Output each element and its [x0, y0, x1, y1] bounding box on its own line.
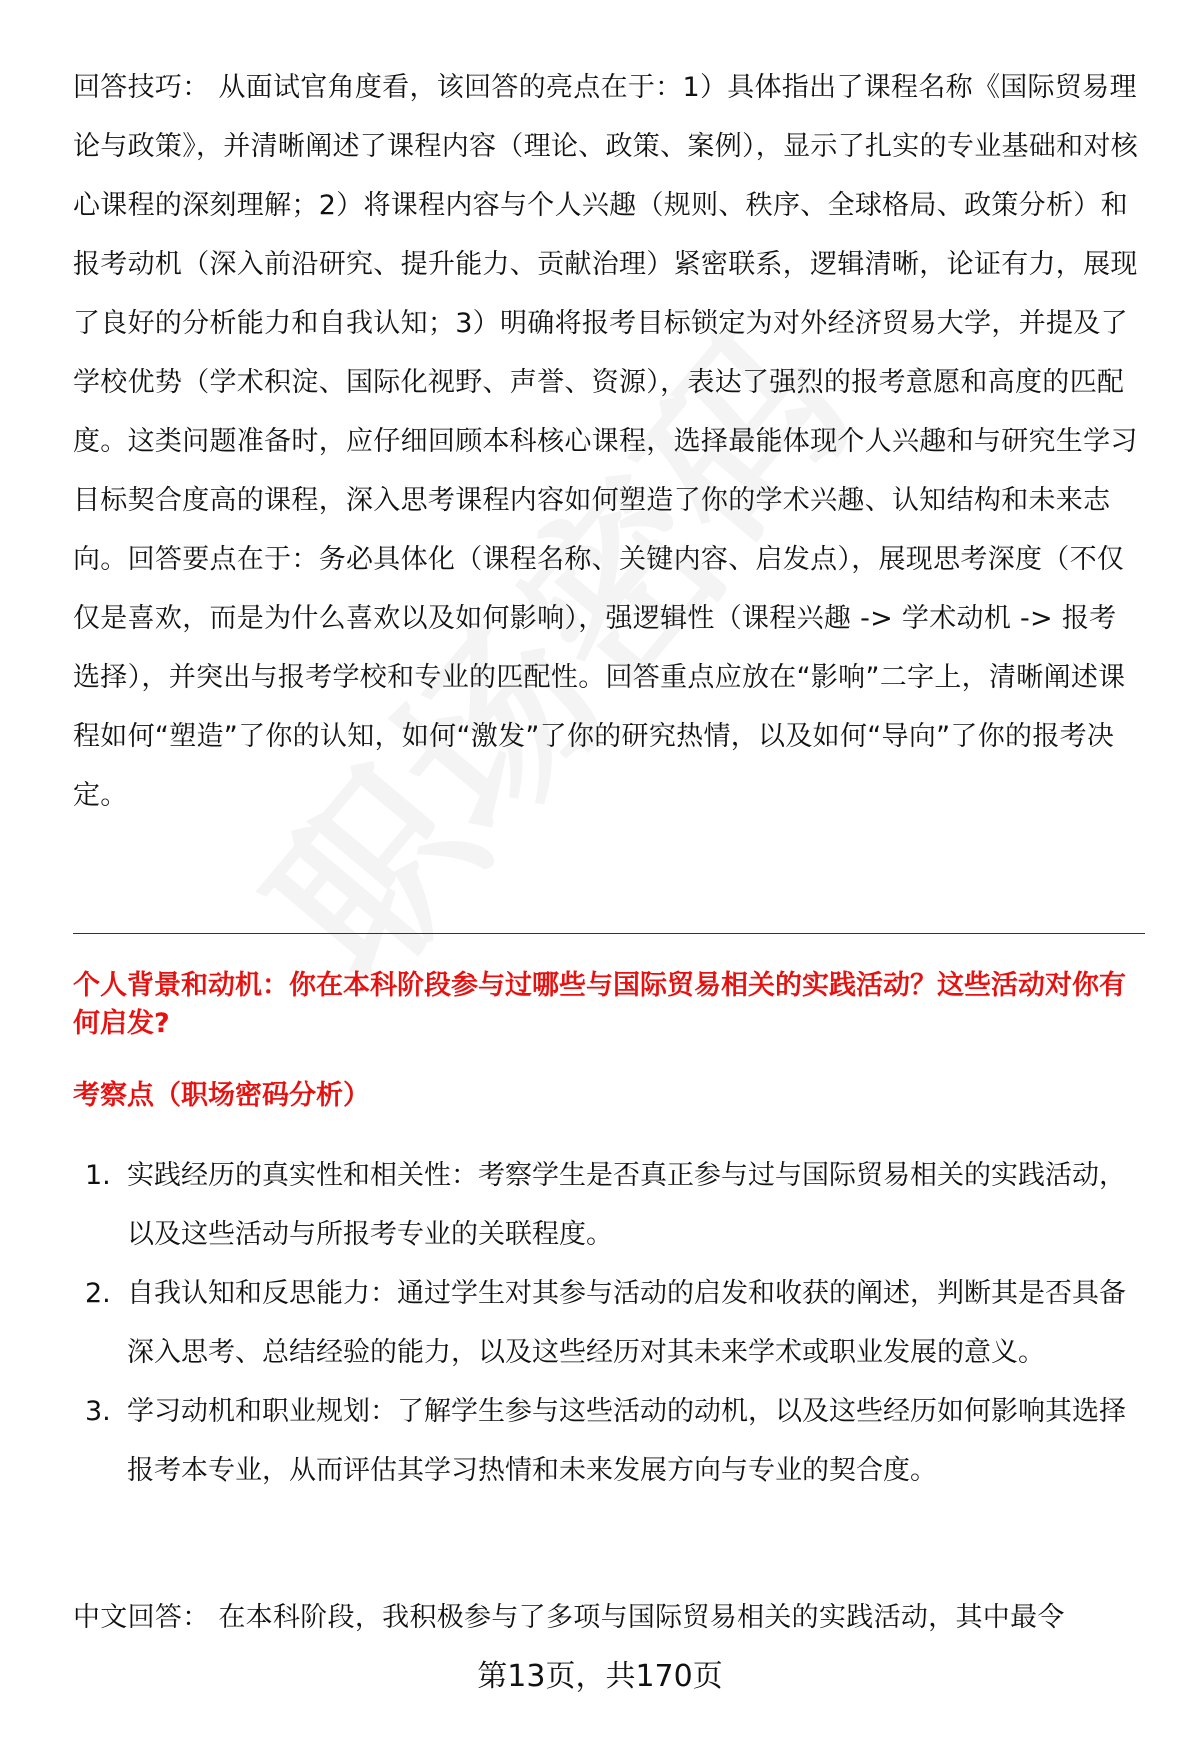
- list-text: 学习动机和职业规划：了解学生参与这些活动的动机，以及这些经历如何影响其选择报考本专业，从而评估其学习热情和未来发展方向与专业的契合度。: [127, 1396, 1126, 1486]
- list-number: 2.: [85, 1278, 111, 1309]
- analysis-list: [73, 1146, 1145, 1500]
- question-heading: 个人背景和动机：你在本科阶段参与过哪些与国际贸易相关的实践活动？这些活动对你有何启发?: [73, 970, 1126, 1039]
- list-item: [73, 1382, 1145, 1500]
- list-item: [73, 1264, 1145, 1382]
- section-divider: [73, 933, 1145, 934]
- list-text: 实践经历的真实性和相关性：考察学生是否真正参与过与国际贸易相关的实践活动，以及这些活动与所报考专业的关联程度。: [127, 1160, 1126, 1250]
- page-number-footer: 第13页，共170页: [477, 1659, 723, 1694]
- answer-tips-paragraph: 回答技巧： 从面试官角度看，该回答的亮点在于：1）具体指出了课程名称《国际贸易理论与政策》，并清晰阐述了课程内容（理论、政策、案例），显示了扎实的专业基础和对核心课程的深刻理解；2）将课程内容与个人兴趣（规则、秩序、全球格局、政策分析）和报考动机（深入前沿研究、提升能力、贡献治理）紧密联系，逻辑清晰，论证有力，展现了良好的分析能力和自我认知；3）明确将报考目标锁定为对外经济贸易大学，并提及了学校优势（学术积淀、国际化视野、声誉、资源），表达了强烈的报考意愿和高度的匹配度。这类问题准备时，应仔细回顾本科核心课程，选择最能体现个人兴趣和与研究生学习目标契合度高的课程，深入思考课程内容如何塑造了你的学术兴趣、认知结构和未来志向。回答要点在于：务必具体化（课程名称、关键内容、启发点），展现思考深度（不仅仅是喜欢，而是为什么喜欢以及如何影响），强逻辑性（课程兴趣 -> 学术动机 -> 报考选择），并突出与报考学校和专业的匹配性。回答重点应放在“影响”二字上，清晰阐述课程如何“塑造”了你的认知，如何“激发”了你的研究热情，以及如何“导向”了你的报考决定。: [73, 72, 1138, 811]
- analysis-heading: 考察点（职场密码分析）: [73, 1080, 370, 1111]
- list-number: 3.: [85, 1396, 111, 1427]
- list-number: 1.: [85, 1160, 111, 1191]
- list-item: [73, 1146, 1145, 1264]
- chinese-answer-paragraph: 中文回答： 在本科阶段，我积极参与了多项与国际贸易相关的实践活动，其中最令: [73, 1602, 1065, 1633]
- list-text: 自我认知和反思能力：通过学生对其参与活动的启发和收获的阐述，判断其是否具备深入思考、总结经验的能力，以及这些经历对其未来学术或职业发展的意义。: [127, 1278, 1126, 1368]
